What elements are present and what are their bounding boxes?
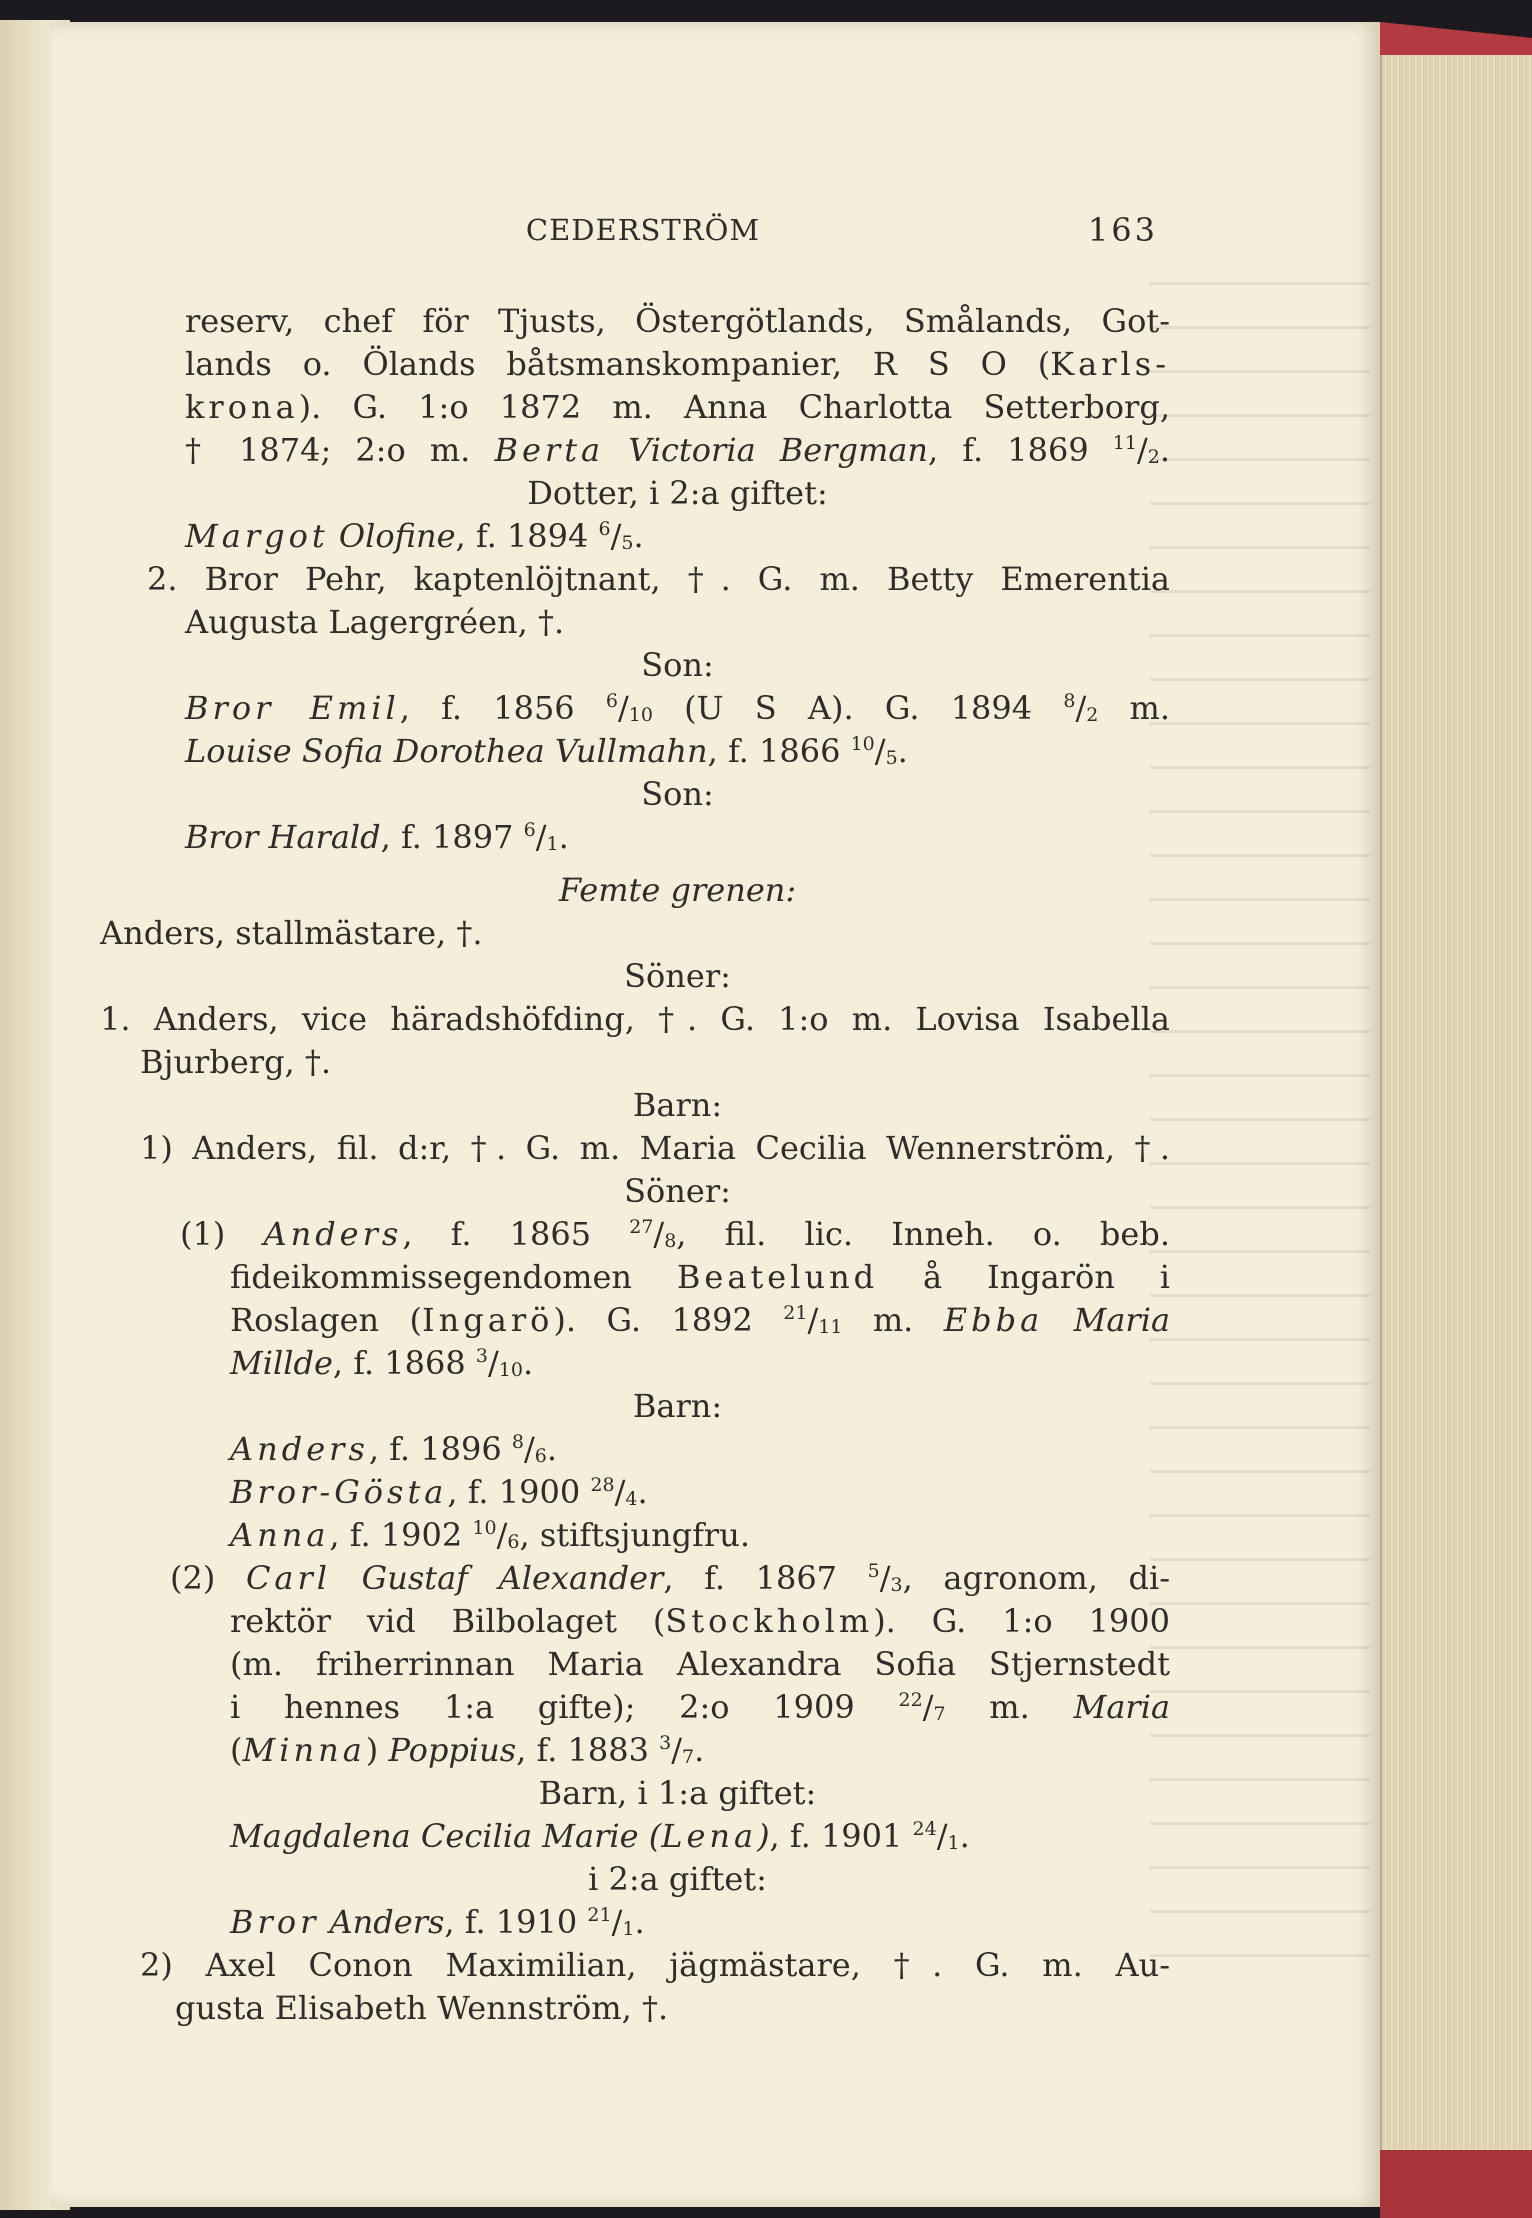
text-line (230, 1687, 1170, 1727)
text-line (140, 1128, 1170, 1168)
text-run: (U S A). G. 1894 (652, 689, 1064, 727)
text-run: Barn: (632, 1086, 723, 1124)
text-run: Bror Emil (185, 689, 400, 727)
text-run: 24 (912, 1818, 937, 1840)
text-run: 6 (523, 819, 536, 841)
text-run (329, 517, 339, 555)
text-run: . (897, 732, 908, 770)
text-run: 2. Bror Pehr, kaptenlöjtnant, †. G. m. Betty Emerentia (147, 560, 1170, 598)
text-run: Lena (661, 1817, 758, 1855)
text-run: , stiftsjungfru. (519, 1516, 750, 1554)
text-run: ). G. 1892 (553, 1301, 784, 1339)
text-run: Bror-Gösta (230, 1473, 448, 1511)
text-run: . (694, 1731, 705, 1769)
text-run: , f. 1856 (399, 689, 606, 727)
book-page (50, 22, 1380, 2207)
text-run: , agronom, di- (902, 1559, 1171, 1597)
text-run: , f. 1900 (447, 1473, 591, 1511)
text-run: Ebba (943, 1301, 1044, 1339)
text-run: , f. 1902 (329, 1516, 473, 1554)
text-run: 7 (933, 1703, 946, 1725)
text-run: fideikommissegendomen (230, 1258, 677, 1296)
cover-edge-bottom (1380, 2150, 1532, 2218)
text-run: / (671, 1731, 683, 1769)
text-line (230, 1472, 648, 1512)
text-line (185, 516, 644, 556)
text-run: 2 (1086, 704, 1099, 726)
text-run: 4 (625, 1488, 638, 1510)
text-line (185, 301, 1170, 341)
text-run: ) (757, 1817, 770, 1855)
text-line (175, 1988, 668, 2028)
text-run: . (558, 818, 569, 856)
text-run (319, 1903, 329, 1941)
text-run: / (617, 689, 629, 727)
text-line (230, 1902, 645, 1942)
text-line (140, 1945, 1170, 1985)
text-run: Millde (230, 1344, 333, 1382)
text-run: Maria (1073, 1688, 1171, 1726)
text-run: m. (945, 1688, 1074, 1726)
text-run: (2) (170, 1559, 246, 1597)
text-run: Poppius (388, 1731, 517, 1769)
text-run: Augusta Lagergréen, †. (185, 603, 565, 641)
section-heading (185, 870, 1170, 910)
text-run: lands o. Ölands båtsmanskompanier, R S O ( (185, 345, 1051, 383)
text-line (185, 473, 1170, 513)
text-run: / (1136, 431, 1148, 469)
text-line (185, 1386, 1170, 1426)
text-run: . (1159, 431, 1171, 469)
text-line (185, 817, 569, 857)
text-run: . (522, 1344, 534, 1382)
text-run: / (922, 1688, 934, 1726)
text-run: / (874, 732, 886, 770)
text-line (230, 1343, 533, 1383)
text-run: , f. 1868 (332, 1344, 476, 1382)
text-line (185, 344, 1170, 384)
text-run: . (637, 1473, 648, 1511)
text-run: Anders (329, 1903, 445, 1941)
text-line (185, 956, 1170, 996)
text-run: , f. 1866 (707, 732, 851, 770)
text-run: , f. 1896 (368, 1430, 512, 1468)
text-run: Minna (242, 1731, 366, 1769)
text-run: Anna (230, 1516, 330, 1554)
text-run: Louise Sofia Dorothea Vullmahn (185, 732, 708, 770)
text-run: / (535, 818, 547, 856)
text-line (230, 1257, 1170, 1297)
text-run: 10 (472, 1517, 497, 1539)
text-run (1043, 1301, 1073, 1339)
text-run: Söner: (624, 1172, 731, 1210)
text-run: 27 (629, 1216, 654, 1238)
text-run: / (807, 1301, 819, 1339)
text-run: , f. 1897 (380, 818, 524, 856)
page-number: 163 (1087, 211, 1158, 249)
text-run: 8 (664, 1230, 677, 1252)
text-run: . (633, 517, 644, 555)
text-run: / (487, 1344, 499, 1382)
text-line (185, 774, 1170, 814)
text-run: . (546, 1430, 557, 1468)
text-run: , f. 1869 (928, 431, 1113, 469)
text-run: . (634, 1903, 645, 1941)
text-run: i 2:a giftet: (588, 1860, 767, 1898)
page-text (50, 22, 1380, 2207)
text-run: Carl (245, 1559, 332, 1597)
text-run: 3 (890, 1574, 903, 1596)
text-run: Victoria Bergman (628, 431, 929, 469)
text-line (100, 913, 483, 953)
text-run: m. (1098, 689, 1171, 727)
page-edges (1380, 55, 1532, 2155)
text-run: 8 (511, 1431, 524, 1453)
text-run: Bror Harald (185, 818, 381, 856)
text-run: Olofine (338, 517, 456, 555)
text-run: / (496, 1516, 508, 1554)
text-run: Anders (263, 1215, 403, 1253)
text-line (230, 1816, 970, 1856)
text-run: 3 (475, 1345, 488, 1367)
text-line (185, 1171, 1170, 1211)
text-run: , f. 1865 (402, 1215, 630, 1253)
text-run: gusta Elisabeth Wennström, †. (175, 1989, 669, 2027)
text-run: / (611, 1903, 623, 1941)
text-run: / (610, 517, 622, 555)
text-line (180, 1214, 1170, 1254)
text-run: Gustaf Alexander (361, 1559, 664, 1597)
text-run: 22 (898, 1689, 923, 1711)
text-run: Barn: (632, 1387, 723, 1425)
text-line (147, 559, 1170, 599)
text-line (185, 602, 564, 642)
text-run: 10 (628, 704, 653, 726)
text-run: Bjurberg, †. (140, 1043, 332, 1081)
text-run (604, 431, 628, 469)
text-run: Maria (1073, 1301, 1171, 1339)
text-run: ). G. 1:o 1900 (873, 1602, 1170, 1640)
text-run: Söner: (624, 957, 731, 995)
text-run: i hennes 1:a gifte); 2:o 1909 (230, 1688, 899, 1726)
text-run: / (614, 1473, 626, 1511)
text-run: ) (365, 1731, 389, 1769)
text-run: / (1075, 689, 1087, 727)
text-run: 2 (1147, 446, 1160, 468)
text-run: , f. 1894 (455, 517, 599, 555)
text-run: 11 (1112, 432, 1137, 454)
text-run: , f. 1867 (663, 1559, 868, 1597)
text-run: Margot (185, 517, 329, 555)
text-line (185, 645, 1170, 685)
text-run: , f. 1883 (516, 1731, 660, 1769)
text-run: † 1874; 2:o m. (185, 431, 495, 469)
text-run: 8 (1063, 690, 1076, 712)
text-line (185, 430, 1170, 470)
text-line (230, 1644, 1170, 1684)
text-run: / (879, 1559, 891, 1597)
text-run: (m. friherrinnan Maria Alexandra Sofia Stjernstedt (230, 1645, 1170, 1683)
text-run: , f. 1910 (444, 1903, 588, 1941)
text-line (170, 1558, 1170, 1598)
text-run: Roslagen ( (230, 1301, 423, 1339)
text-run: 5 (867, 1560, 880, 1582)
text-run: 6 (534, 1445, 547, 1467)
text-run: ). G. 1:o 1872 m. Anna Charlotta Setterborg, (298, 388, 1170, 426)
text-run: reserv, chef för Tjusts, Östergötlands, Smålands, Got- (185, 302, 1170, 340)
text-run: / (653, 1215, 665, 1253)
text-run: Stockholm (665, 1602, 874, 1640)
text-run: 1. Anders, vice häradshöfding, †. G. 1:o m. Lovisa Isabella (100, 1000, 1170, 1038)
text-run: rektör vid Bilbolaget ( (230, 1602, 666, 1640)
text-run: 3 (659, 1732, 672, 1754)
text-run: Femte grenen: (558, 871, 797, 909)
text-run (331, 1559, 362, 1597)
text-run: krona (185, 388, 299, 426)
text-run: 6 (605, 690, 618, 712)
text-run: 2) Axel Conon Maximilian, jägmästare, †. G. m. Au- (140, 1946, 1170, 1984)
text-run: . (959, 1817, 970, 1855)
text-line (230, 1515, 750, 1555)
text-line (185, 387, 1170, 427)
text-run: 7 (682, 1746, 695, 1768)
text-line (185, 1085, 1170, 1125)
text-run: 1 (546, 833, 559, 855)
text-run: 6 (598, 518, 611, 540)
text-line (230, 1730, 704, 1770)
text-run: (1) (180, 1215, 264, 1253)
text-run: Bror (230, 1903, 320, 1941)
running-title: CEDERSTRÖM (525, 213, 761, 247)
text-run: Karls- (1050, 345, 1170, 383)
text-run: Beatelund (676, 1258, 879, 1296)
text-line (185, 1773, 1170, 1813)
text-run: 10 (498, 1359, 523, 1381)
text-run: 5 (621, 532, 634, 554)
text-run: / (936, 1817, 948, 1855)
text-run: 21 (587, 1904, 612, 1926)
text-line (230, 1300, 1170, 1340)
text-run: 28 (590, 1474, 615, 1496)
text-run: Anders, stallmästare, †. (100, 914, 483, 952)
text-run: Son: (641, 775, 714, 813)
text-run: 21 (783, 1302, 808, 1324)
text-run: Anders (230, 1430, 369, 1468)
text-line (185, 1859, 1170, 1899)
text-run: Berta (494, 431, 605, 469)
text-run: ( (230, 1731, 243, 1769)
text-run: 11 (818, 1316, 843, 1338)
text-line (185, 731, 908, 771)
text-line (140, 1042, 331, 1082)
text-run: 1 (622, 1918, 635, 1940)
text-run: 5 (885, 747, 898, 769)
text-line (230, 1601, 1170, 1641)
text-run: 6 (507, 1531, 520, 1553)
text-line (185, 688, 1170, 728)
text-run: 1) Anders, fil. d:r, †. G. m. Maria Cecilia Wennerström, †. (140, 1129, 1170, 1167)
text-line (100, 999, 1170, 1039)
text-run: / (523, 1430, 535, 1468)
text-run: Ingarö (422, 1301, 554, 1339)
text-run: 1 (947, 1832, 960, 1854)
text-run: Magdalena Cecilia Marie ( (230, 1817, 662, 1855)
text-run: Son: (641, 646, 714, 684)
text-run: Dotter, i 2:a giftet: (527, 474, 828, 512)
text-run: 10 (850, 733, 875, 755)
text-run: m. (842, 1301, 944, 1339)
text-run: Barn, i 1:a giftet: (538, 1774, 817, 1812)
text-run: , f. 1901 (769, 1817, 913, 1855)
text-run: å Ingarön i (878, 1258, 1171, 1296)
text-line (230, 1429, 557, 1469)
text-run: , fil. lic. Inneh. o. beb. (676, 1215, 1171, 1253)
